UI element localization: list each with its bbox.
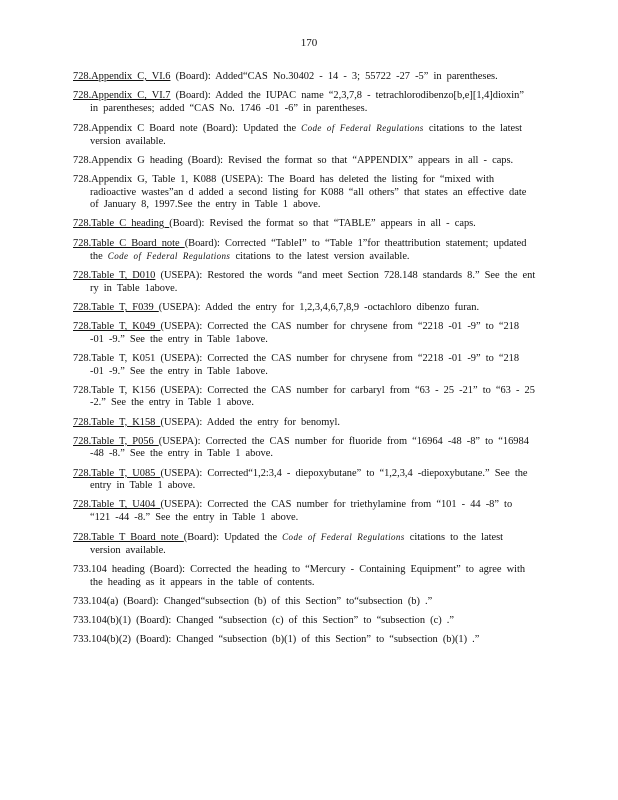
entry-citation-title: Code of Federal Regulations bbox=[107, 251, 231, 262]
amendment-entry bbox=[73, 436, 537, 461]
amendment-entry bbox=[73, 122, 537, 148]
amendment-entry bbox=[73, 468, 537, 493]
entry-section-ref: 728.Table T, U404 bbox=[73, 499, 161, 511]
entry-section-ref: 728.Table T, D010 bbox=[73, 270, 156, 282]
entry-text-after: citations to the latest version available. bbox=[90, 122, 523, 147]
entry-text: (USEPA): Corrected“1,2:3,4 - diepoxybutane” to “1,2,3,4 -diepoxybutane.” See the entry in Table 1 above. bbox=[90, 467, 528, 492]
amendment-entry bbox=[73, 321, 537, 346]
entry-section-ref: 728.Table C heading bbox=[73, 218, 170, 230]
entry-text: (USEPA): Corrected the CAS number for chrysene from “2218 -01 -9” to “218 -01 -9.” See the entry in Table 1above. bbox=[90, 321, 520, 345]
entry-text: (USEPA): Restored the words “and meet Section 728.148 standards 8.” See the ent ry in Table 1above. bbox=[90, 270, 536, 294]
entry-text: (USEPA): Corrected the CAS number for chrysene from “2218 -01 -9” to “218 -01 -9.” See the entry in Table 1above. bbox=[90, 353, 520, 377]
amendment-entry bbox=[73, 385, 537, 410]
entry-section-ref: 728.Table T, K051 bbox=[73, 353, 156, 365]
entry-section-ref: 733.104(a) bbox=[73, 595, 119, 607]
entry-text: (Board): Revised the format so that “TABLE” appears in all - caps. bbox=[169, 218, 476, 230]
amendment-entry bbox=[73, 596, 537, 609]
amendment-entry bbox=[73, 531, 537, 557]
entry-section-ref: 728.Table T, K158 bbox=[73, 416, 161, 428]
amendment-entry bbox=[73, 218, 537, 231]
entry-text-after: citations to the latest version available. bbox=[90, 532, 504, 556]
entry-section-ref: 728.Appendix C, VI.6 bbox=[73, 71, 171, 82]
entry-section-ref: 728.Appendix C, VI.7 bbox=[73, 90, 171, 102]
entry-text: (USEPA): Added the entry for 1,2,3,4,6,7,8,9 -octachloro dibenzo furan. bbox=[158, 302, 480, 314]
amendment-entry bbox=[73, 615, 537, 628]
entry-text: (Board): Added“CAS No.30402 - 14 - 3; 55722 -27 -5” in parentheses. bbox=[170, 71, 498, 82]
entry-text: (Board): Added the IUPAC name “2,3,7,8 - tetrachlorodibenzo[b,e][1,4]dioxin” in parentheses; added “CAS No. 1746 -01 -6” in parentheses. bbox=[90, 90, 524, 114]
entry-text: (USEPA): The Board has deleted the listing for “mixed with radioactive wastes”an d added a second listing for K088 “all others” that states an effective date of January 8, 1997.See the entry in Table 1 above. bbox=[90, 173, 527, 211]
entry-text: (Board): Corrected “TableI” to “Table 1”for theattribution statement; updated the bbox=[90, 237, 527, 263]
entry-section-ref: 728.Appendix G, Table 1, K088 bbox=[73, 173, 217, 185]
entry-list bbox=[73, 71, 537, 653]
entry-text: (Board): Changed“subsection (b) of this Section” to“subsection (b) .” bbox=[118, 595, 433, 607]
amendment-entry bbox=[73, 71, 537, 84]
amendment-entry bbox=[73, 270, 537, 295]
entry-section-ref: 728.Table T, P056 bbox=[73, 435, 159, 447]
amendment-entry bbox=[73, 302, 537, 315]
entry-text: (Board): Updated the bbox=[183, 532, 283, 544]
entry-text: (Board): Corrected the heading to “Mercury - Containing Equipment” to agree with the heading as it appears in the table of contents. bbox=[90, 563, 526, 588]
entry-section-ref: 733.104(b)(2) bbox=[73, 634, 132, 646]
amendment-entry bbox=[73, 564, 537, 589]
entry-citation-title: Code of Federal Regulations bbox=[301, 122, 424, 133]
entry-citation-title: Code of Federal Regulations bbox=[282, 532, 405, 543]
entry-text: (USEPA): Corrected the CAS number for carbaryl from “63 - 25 -21” to “63 - 25 -2.” See the entry in Table 1 above. bbox=[90, 384, 535, 409]
entry-section-ref: 728.Appendix G heading bbox=[73, 154, 183, 166]
page-number: 170 bbox=[300, 37, 318, 49]
entry-section-ref: 728.Appendix C Board note bbox=[73, 122, 198, 134]
amendment-entry bbox=[73, 155, 537, 168]
entry-section-ref: 733.104 heading bbox=[73, 563, 145, 575]
entry-section-ref: 728.Table T, K156 bbox=[73, 384, 156, 396]
entry-section-ref: 728.Table T Board note bbox=[73, 532, 184, 544]
amendment-entry bbox=[73, 353, 537, 378]
entry-text: (Board): Revised the format so that “APPENDIX” appears in all - caps. bbox=[182, 154, 514, 166]
amendment-entry bbox=[73, 634, 537, 647]
entry-section-ref: 728.Table T, F039 bbox=[73, 302, 159, 314]
entry-text: (Board): Changed “subsection (c) of this Section” to “subsection (c) .” bbox=[131, 614, 454, 626]
entry-text: (USEPA): Corrected the CAS number for fluoride from “16964 -48 -8” to “16984 -48 -8.” See the entry in Table 1 above. bbox=[90, 435, 529, 460]
entry-text: (Board): Changed “subsection (b)(1) of this Section” to “subsection (b)(1) .” bbox=[131, 634, 480, 646]
entry-section-ref: 733.104(b)(1) bbox=[73, 614, 132, 626]
entry-text: (USEPA): Added the entry for benomyl. bbox=[160, 416, 340, 428]
amendment-entry bbox=[73, 417, 537, 430]
entry-text: (USEPA): Corrected the CAS number for triethylamine from “101 - 44 -8” to “121 -44 -8.” See the entry in Table 1 above. bbox=[90, 499, 513, 523]
entry-section-ref: 728.Table C Board note bbox=[73, 237, 185, 249]
entry-text-after: citations to the latest version available. bbox=[230, 251, 410, 263]
entry-text: (Board): Updated the bbox=[197, 122, 302, 134]
entry-section-ref: 728.Table T, U085 bbox=[73, 467, 161, 479]
amendment-entry bbox=[73, 174, 537, 212]
amendment-entry bbox=[73, 499, 537, 524]
amendment-entry bbox=[73, 90, 537, 115]
amendment-entry bbox=[73, 238, 537, 264]
entry-section-ref: 728.Table T, K049 bbox=[73, 321, 161, 333]
